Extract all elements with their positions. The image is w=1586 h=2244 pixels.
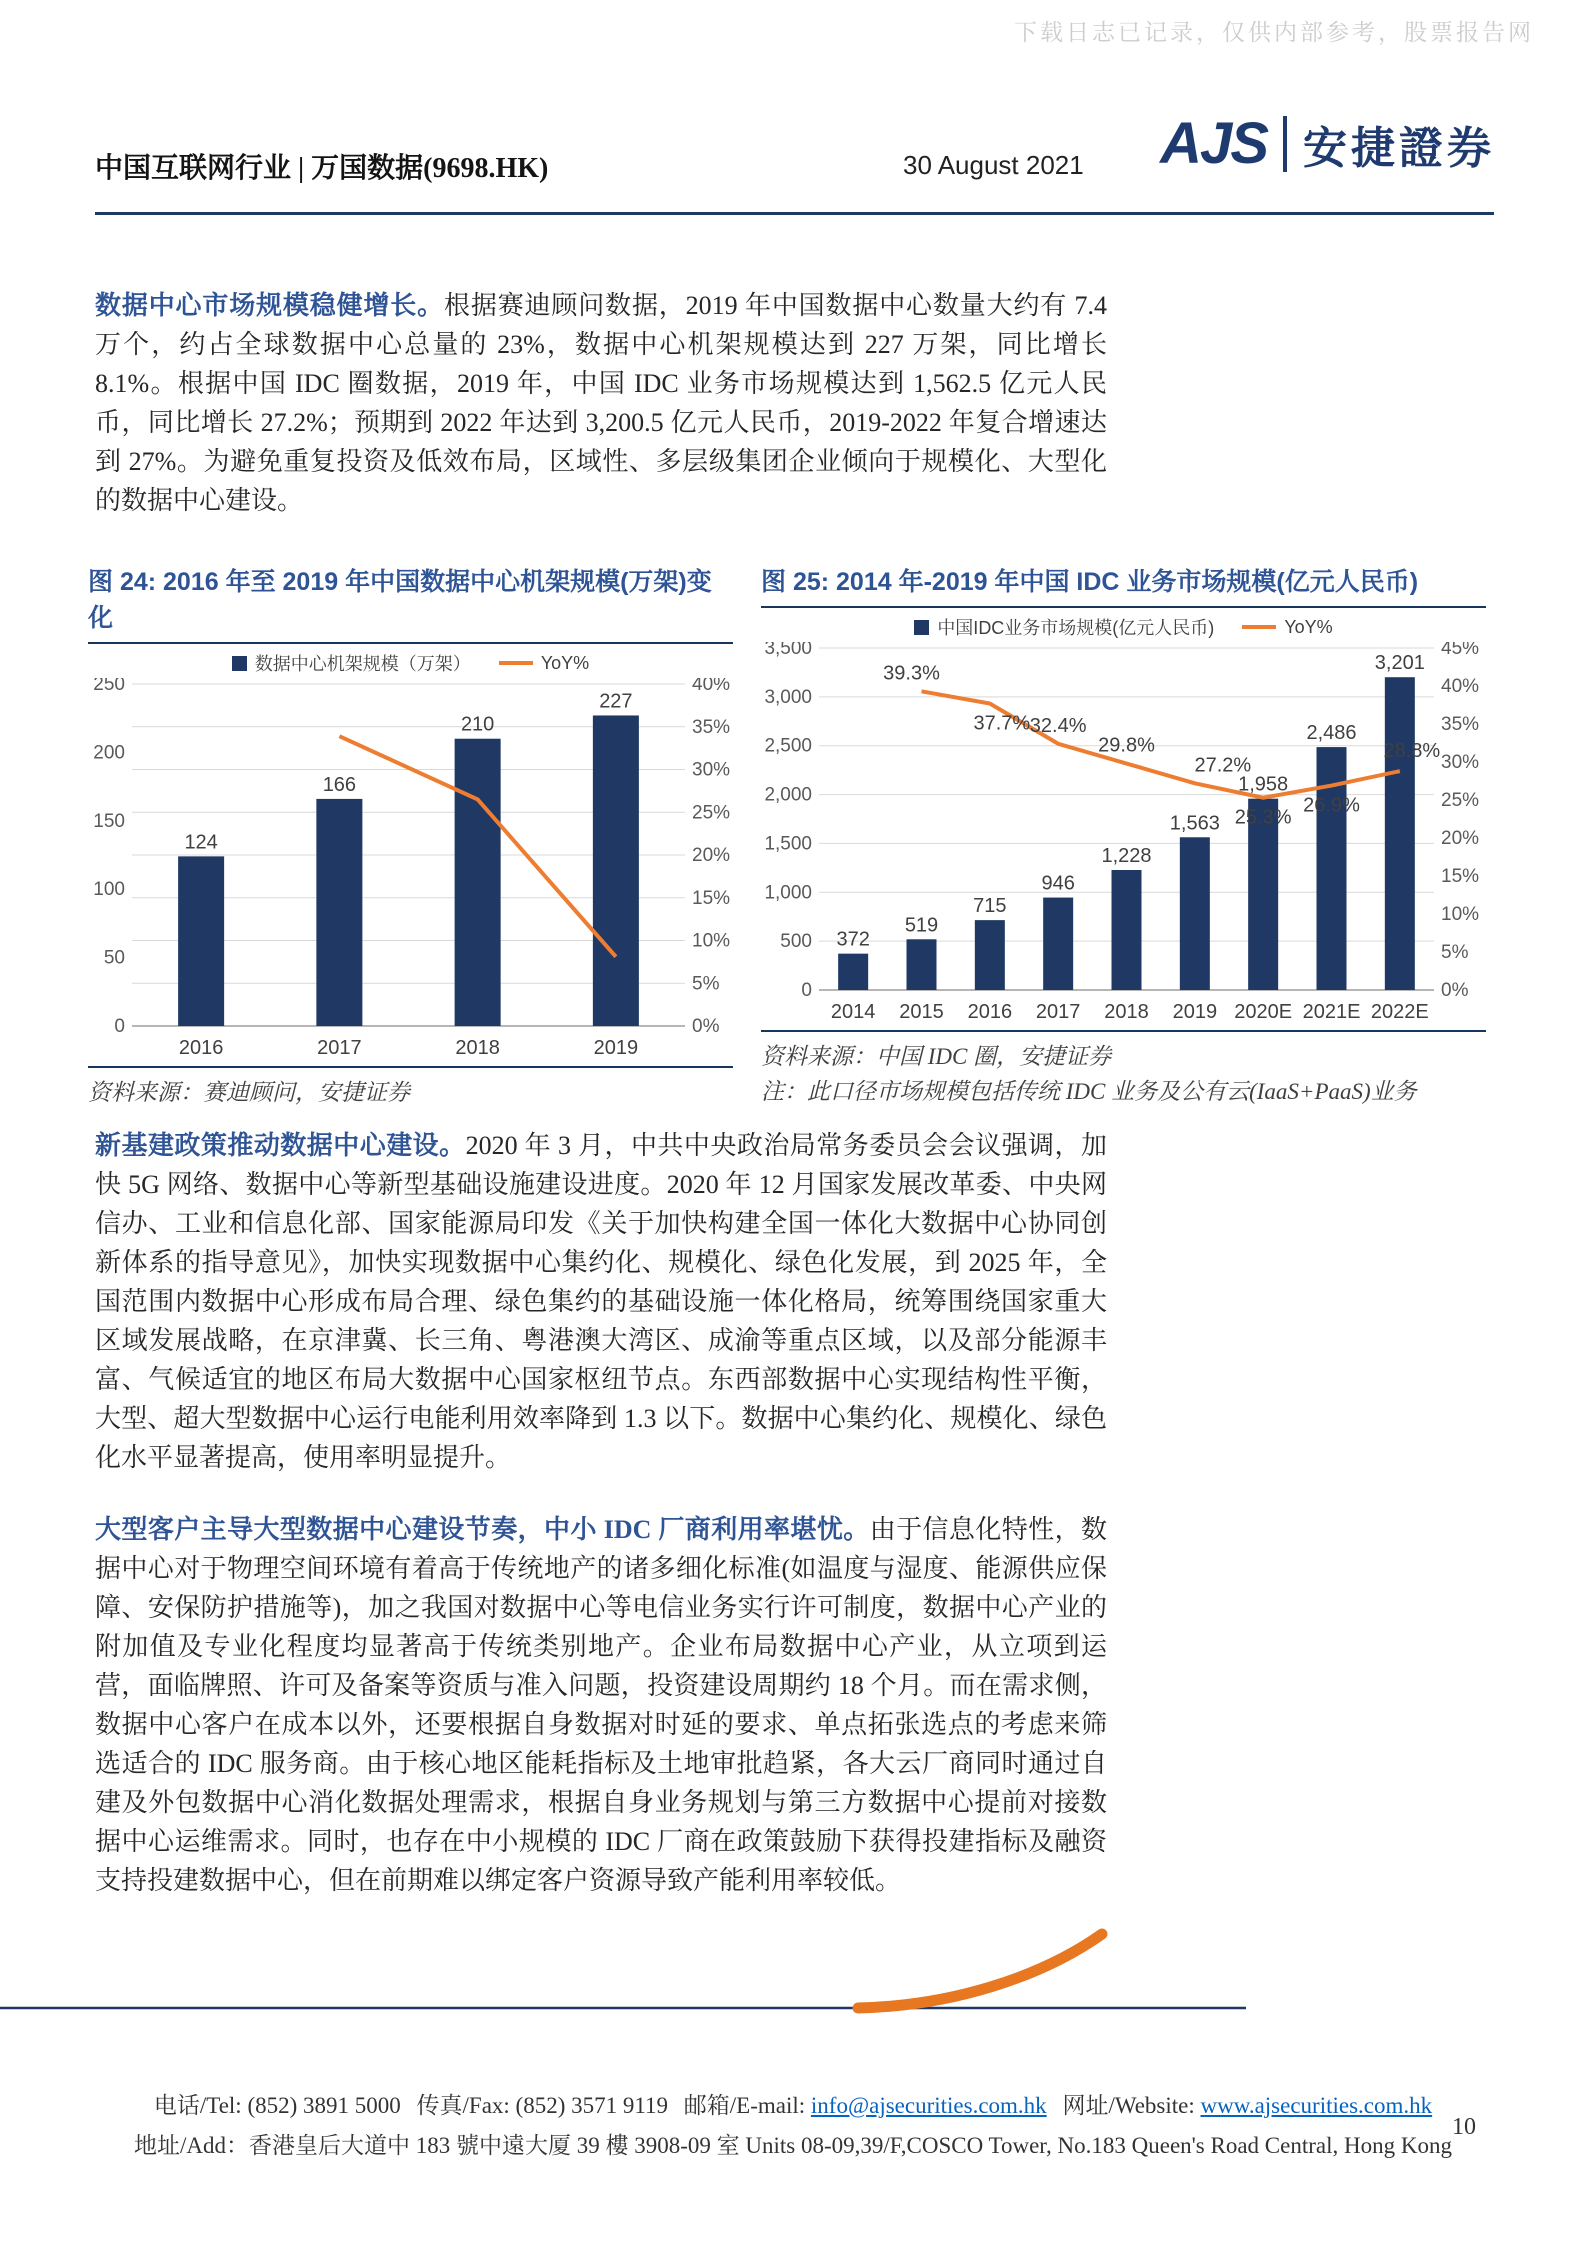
bar bbox=[838, 954, 868, 990]
tel-label: 电话/Tel: bbox=[153, 2093, 242, 2118]
legend-item bbox=[914, 614, 1214, 640]
bar bbox=[1112, 870, 1142, 990]
svg-text:1,228: 1,228 bbox=[1101, 845, 1152, 868]
figure-25-source: 资料来源：中国 IDC 圈，安捷证券 bbox=[761, 1030, 1486, 1071]
paragraph-lead: 数据中心市场规模稳健增长。 bbox=[95, 291, 445, 320]
svg-text:200: 200 bbox=[93, 742, 125, 764]
svg-text:124: 124 bbox=[184, 831, 218, 854]
legend-label: 中国IDC业务市场规模(亿元人民币) bbox=[937, 618, 1215, 638]
svg-text:2016: 2016 bbox=[967, 1001, 1013, 1023]
bar bbox=[1180, 837, 1210, 990]
line-series-swatch bbox=[499, 661, 533, 665]
legend-item bbox=[499, 653, 589, 674]
svg-text:715: 715 bbox=[973, 895, 1007, 918]
figures-row bbox=[88, 562, 1486, 1107]
svg-text:2014: 2014 bbox=[830, 1001, 876, 1023]
figure-25-caption: 图 25: 2014 年-2019 年中国 IDC 业务市场规模(亿元人民币) bbox=[761, 562, 1486, 608]
bar bbox=[907, 939, 937, 990]
svg-text:2019: 2019 bbox=[593, 1037, 639, 1059]
figure-24-chart bbox=[88, 678, 733, 1066]
svg-text:25%: 25% bbox=[692, 802, 731, 824]
legend-label: YoY% bbox=[1284, 616, 1333, 637]
svg-text:50: 50 bbox=[103, 947, 125, 969]
svg-text:5%: 5% bbox=[1441, 942, 1469, 963]
figure-24-caption: 图 24: 2016 年至 2019 年中国数据中心机架规模(万架)变化 bbox=[88, 562, 733, 644]
paragraph-large-customers bbox=[95, 1510, 1107, 1900]
bar bbox=[316, 799, 362, 1026]
svg-text:15%: 15% bbox=[692, 887, 731, 909]
svg-text:0%: 0% bbox=[692, 1016, 720, 1037]
svg-text:1,563: 1,563 bbox=[1169, 812, 1220, 835]
website-link[interactable]: www.ajsecurities.com.hk bbox=[1200, 2093, 1433, 2118]
svg-text:2018: 2018 bbox=[1104, 1001, 1149, 1023]
svg-text:2022E: 2022E bbox=[1370, 1001, 1429, 1023]
bar bbox=[455, 739, 501, 1026]
svg-text:1,000: 1,000 bbox=[764, 882, 812, 904]
svg-text:946: 946 bbox=[1041, 872, 1075, 895]
figure-25-legend bbox=[761, 612, 1486, 642]
fax-label: 传真/Fax: bbox=[416, 2093, 510, 2118]
logo-company-name: 安捷證券 bbox=[1303, 123, 1495, 173]
svg-text:3,000: 3,000 bbox=[764, 686, 812, 708]
svg-text:2019: 2019 bbox=[1172, 1001, 1218, 1023]
svg-text:10%: 10% bbox=[1441, 904, 1480, 925]
paragraph-body: 根据赛迪顾问数据，2019 年中国数据中心数量大约有 7.4 万个，约占全球数据中心总量的 23%，数据中心机架规模达到 227 万架，同比增长 8.1%。根据中国 IDC 圈数据，2019 年，中国 IDC 业务市场规模达到 1,562.5 亿元人民币，同比增长 27.2%；预期到 2022 年达到 3,200.5 亿元人民币，2019-2022 年复合增速达到 27%。为避免重复投资及低效布局，区域性、多层级集团企业倾向于规模化、大型化的数据中心建设。 bbox=[95, 291, 1107, 515]
svg-text:0: 0 bbox=[114, 1016, 125, 1037]
figure-24-legend bbox=[88, 648, 733, 678]
paragraph-market-growth bbox=[95, 286, 1107, 520]
watermark-text: 下载日志已记录，仅供内部参考，股票报告网 bbox=[1014, 19, 1534, 45]
svg-text:40%: 40% bbox=[1441, 676, 1480, 697]
line-series-swatch bbox=[1242, 625, 1276, 629]
svg-text:39.3%: 39.3% bbox=[883, 662, 940, 685]
svg-text:166: 166 bbox=[322, 773, 357, 796]
svg-text:15%: 15% bbox=[1441, 866, 1480, 887]
svg-text:25%: 25% bbox=[1441, 790, 1480, 811]
svg-text:30%: 30% bbox=[1441, 752, 1480, 773]
chart-canvas bbox=[88, 678, 733, 1066]
svg-text:2017: 2017 bbox=[1035, 1001, 1081, 1023]
svg-text:1,958: 1,958 bbox=[1238, 773, 1289, 796]
email-link[interactable]: info@ajsecurities.com.hk bbox=[810, 2093, 1047, 2118]
legend-label: 数据中心机架规模（万架） bbox=[254, 654, 471, 674]
fax-number: (852) 3571 9119 bbox=[515, 2093, 669, 2118]
bar bbox=[975, 920, 1005, 990]
svg-text:32.4%: 32.4% bbox=[1029, 714, 1087, 737]
svg-text:25.3%: 25.3% bbox=[1234, 806, 1292, 829]
bar-series-swatch bbox=[914, 620, 929, 635]
paragraph-policy bbox=[95, 1126, 1107, 1477]
x-axis-labels bbox=[831, 1001, 1429, 1023]
svg-text:2,500: 2,500 bbox=[764, 735, 812, 757]
svg-text:3,201: 3,201 bbox=[1374, 652, 1425, 675]
svg-text:2,486: 2,486 bbox=[1306, 722, 1357, 745]
svg-text:100: 100 bbox=[93, 879, 125, 901]
svg-text:40%: 40% bbox=[692, 678, 731, 695]
svg-text:0: 0 bbox=[801, 980, 812, 1001]
paragraph-lead: 大型客户主导大型数据中心建设节奏，中小 IDC 厂商利用率堪忧。 bbox=[95, 1515, 870, 1544]
svg-text:29.8%: 29.8% bbox=[1098, 734, 1155, 757]
svg-text:2,000: 2,000 bbox=[764, 784, 812, 806]
svg-text:227: 227 bbox=[599, 690, 633, 713]
report-title: 中国互联网行业 | 万国数据(9698.HK) bbox=[95, 153, 549, 184]
company-logo bbox=[1160, 110, 1495, 177]
svg-text:2020E: 2020E bbox=[1234, 1001, 1293, 1023]
svg-text:2021E: 2021E bbox=[1302, 1001, 1361, 1023]
bar bbox=[593, 715, 639, 1026]
svg-text:35%: 35% bbox=[1441, 714, 1480, 735]
svg-text:10%: 10% bbox=[692, 930, 731, 952]
header-divider bbox=[95, 212, 1494, 215]
footer bbox=[95, 2086, 1491, 2166]
svg-text:5%: 5% bbox=[692, 973, 720, 995]
svg-text:37.7%: 37.7% bbox=[973, 712, 1031, 735]
email-label: 邮箱/E-mail: bbox=[683, 2093, 806, 2118]
figure-24 bbox=[88, 562, 733, 1107]
legend-item bbox=[232, 650, 471, 676]
report-date: 30 August 2021 bbox=[903, 150, 1084, 180]
logo-divider bbox=[1283, 116, 1287, 172]
svg-text:20%: 20% bbox=[1441, 828, 1480, 849]
bar-series-swatch bbox=[232, 656, 247, 671]
bar bbox=[178, 856, 224, 1026]
bar bbox=[1043, 898, 1073, 990]
svg-text:372: 372 bbox=[836, 928, 870, 951]
bar-series bbox=[178, 715, 639, 1026]
tel-number: (852) 3891 5000 bbox=[247, 2093, 401, 2118]
svg-text:20%: 20% bbox=[692, 845, 731, 866]
paragraph-lead: 新基建政策推动数据中心建设。 bbox=[95, 1131, 466, 1160]
svg-text:1,500: 1,500 bbox=[764, 833, 812, 855]
svg-text:250: 250 bbox=[93, 678, 125, 695]
svg-text:28.8%: 28.8% bbox=[1383, 740, 1441, 763]
bar-value-labels bbox=[184, 690, 632, 853]
figure-25-chart bbox=[761, 642, 1486, 1030]
svg-text:500: 500 bbox=[780, 931, 812, 953]
svg-text:45%: 45% bbox=[1441, 642, 1480, 659]
svg-text:27.2%: 27.2% bbox=[1194, 754, 1252, 777]
footer-orange-swoosh bbox=[858, 1934, 1102, 2008]
svg-text:210: 210 bbox=[460, 713, 495, 736]
svg-text:150: 150 bbox=[93, 810, 125, 832]
website-label: 网址/Website: bbox=[1062, 2093, 1195, 2118]
page-number: 10 bbox=[1452, 2114, 1476, 2140]
svg-text:2015: 2015 bbox=[899, 1001, 944, 1023]
svg-text:35%: 35% bbox=[692, 716, 731, 738]
svg-text:2017: 2017 bbox=[317, 1037, 362, 1059]
logo-monogram: AJS bbox=[1160, 111, 1267, 176]
paragraph-body: 2020 年 3 月，中共中央政治局常务委员会会议强调，加快 5G 网络、数据中心等新型基础设施建设进度。2020 年 12 月国家发展改革委、中央网信办、工业和信息化部、国家能源局印发《关于加快构建全国一体化大数据中心协同创新体系的指导意见》，加快实现数据中心集约化、规模化、绿色化发展，到 2025 年，全国范围内数据中心形成布局合理、绿色集约的基础设施一体化格局，统筹围绕国家重大区域发展战略，在京津冀、长三角、粤港澳大湾区、成渝等重点区域，以及部分能源丰富、气候适宜的地区布局大数据中心国家枢纽节点。东西部数据中心实现结构性平衡，大型、超大型数据中心运行电能利用效率降到 1.3 以下。数据中心集约化、规模化、绿色化水平显著提高，使用率明显提升。 bbox=[95, 1131, 1107, 1472]
x-axis-labels bbox=[179, 1037, 638, 1059]
footer-contacts bbox=[95, 2086, 1491, 2126]
legend-item bbox=[1242, 617, 1332, 638]
footer-address: 地址/Add：香港皇后大道中 183 號中遠大厦 39 樓 3908-09 室 Units 08-09,39/F,COSCO Tower, No.183 Queen's Road Central, Hong Kong bbox=[134, 2133, 1452, 2158]
footer-decoration bbox=[0, 1920, 1586, 2050]
bar bbox=[1385, 677, 1415, 990]
paragraph-body: 由于信息化特性，数据中心对于物理空间环境有着高于传统地产的诸多细化标准(如温度与湿度、能源供应保障、安保防护措施等)，加之我国对数据中心等电信业务实行许可制度，数据中心产业的附加值及专业化程度均显著高于传统类别地产。企业布局数据中心产业，从立项到运营，面临牌照、许可及备案等资质与准入问题，投资建设周期约 18 个月。而在需求侧，数据中心客户在成本以外，还要根据自身数据对时延的要求、单点拓张选点的考虑来筛选适合的 IDC 服务商。由于核心地区能耗指标及土地审批趋紧，各大云厂商同时通过自建及外包数据中心消化数据处理需求，根据自身业务规划与第三方数据中心提前对接数据中心运维需求。同时，也存在中小规模的 IDC 厂商在政策鼓励下获得投建指标及融资支持投建数据中心，但在前期难以绑定客户资源导致产能利用率较低。 bbox=[95, 1515, 1107, 1895]
svg-text:30%: 30% bbox=[692, 759, 731, 781]
svg-text:26.9%: 26.9% bbox=[1303, 794, 1360, 817]
svg-text:0%: 0% bbox=[1441, 980, 1469, 1001]
svg-text:2016: 2016 bbox=[178, 1037, 224, 1059]
figure-25 bbox=[761, 562, 1486, 1107]
svg-text:2018: 2018 bbox=[455, 1037, 500, 1059]
figure-25-note: 注：此口径市场规模包括传统 IDC 业务及公有云(IaaS+PaaS)业务 bbox=[761, 1079, 1417, 1104]
legend-label: YoY% bbox=[540, 652, 590, 673]
chart-canvas bbox=[761, 642, 1486, 1030]
svg-text:519: 519 bbox=[904, 914, 939, 937]
svg-text:3,500: 3,500 bbox=[764, 642, 812, 659]
figure-24-source: 资料来源：赛迪顾问，安捷证券 bbox=[88, 1066, 733, 1107]
